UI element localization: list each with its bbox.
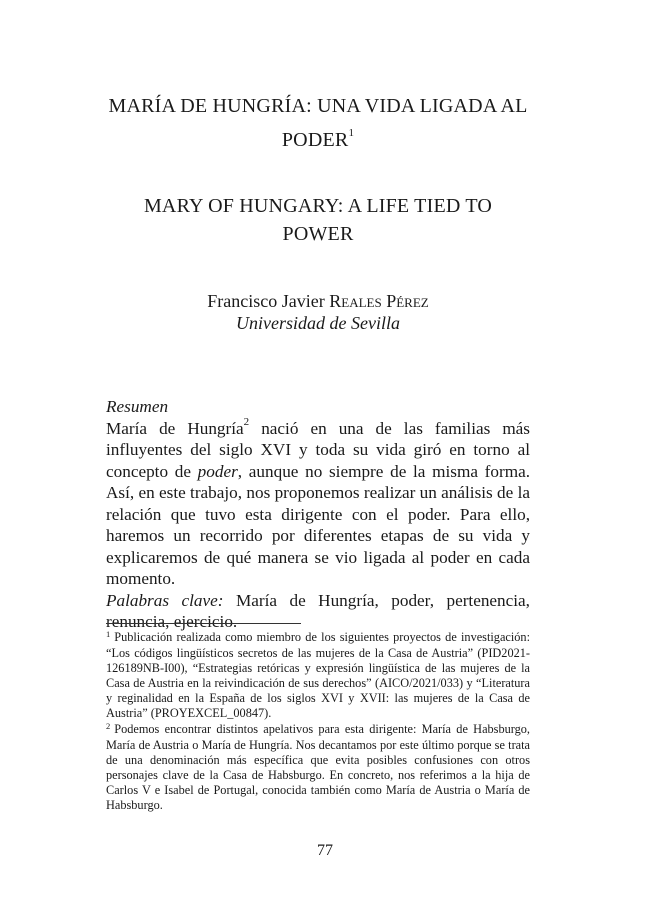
abstract bbox=[106, 396, 530, 633]
title-line-1: MARÍA DE HUNGRÍA: UNA VIDA LIGADA AL bbox=[108, 95, 528, 117]
footnote-1-text: Publicación realizada como miembro de los siguientes proyectos de investigación: “Los códigos lingüísticos secretos de las mujeres de la Casa de Austria” (PID2021-126189NB-I00), “Estrategias retóricas y expresión lingüística de las mujeres de la Casa de Austria en la reivindicación de sus derechos” (AICO/2021/033) y “Literatura y reginalidad en la España de los siglos XVI y XVII: las mujeres de la Casa de Austria” (PROYEXCEL_00847). bbox=[106, 630, 530, 721]
keywords bbox=[106, 590, 530, 633]
abstract-subject: María de Hungría bbox=[106, 418, 244, 438]
author-affiliation: Universidad de Sevilla bbox=[236, 313, 400, 333]
page-number: 77 bbox=[317, 842, 333, 859]
abstract-text-2: , aunque no siempre de la misma forma. Así, en este trabajo, nos proponemos realizar un análisis de la relación que tuvo esta dirigente con el poder. Para ello, haremos un recorrido por diferentes etapas de su vida y explicaremos de qué manera se vio ligada al poder en cada momento. bbox=[106, 461, 530, 588]
abstract-footnote-ref[interactable]: 2 bbox=[243, 415, 250, 428]
abstract-body bbox=[106, 415, 530, 590]
abstract-heading: Resumen bbox=[106, 397, 169, 416]
footnote-1 bbox=[106, 630, 530, 722]
title-line-2 bbox=[106, 126, 530, 154]
footnote-2-text: Podemos encontrar distintos apelativos para esta dirigente: María de Habsburgo, María de Austria o María de Hungría. Nos decantamos por este último porque se trata de una denominación más específica que evita posibles confusiones con otros personajes clave de la Casa de Habsburgo. En concreto, nos referimos a la hija de Carlos V e Isabel de Portugal, conocida también como María de Austria o María de Habsburgo. bbox=[106, 721, 530, 813]
title-line-2-text: PODER bbox=[281, 129, 349, 151]
author-surname: Reales Pérez bbox=[329, 291, 429, 311]
footnote-2-number: 2 bbox=[106, 720, 111, 731]
author-given-names: Francisco Javier bbox=[207, 291, 325, 311]
footnotes bbox=[106, 630, 530, 813]
keywords-list: María de Hungría, poder, pertenencia, renuncia, ejercicio. bbox=[106, 590, 530, 631]
footnote-2 bbox=[106, 722, 530, 814]
footnote-1-number: 1 bbox=[106, 629, 111, 639]
author-name bbox=[106, 290, 530, 312]
english-title: MARY OF HUNGARY: A LIFE TIED TO POWER bbox=[143, 195, 493, 245]
keywords-label: Palabras clave: bbox=[106, 590, 224, 610]
title-footnote-ref[interactable]: 1 bbox=[348, 127, 355, 140]
abstract-text-1: nació en una de las familias más influyentes del siglo XVI y toda su vida giró en torno al concepto de bbox=[106, 418, 530, 481]
abstract-emphasis: poder bbox=[197, 461, 238, 481]
footnote-divider bbox=[106, 623, 301, 624]
author-block bbox=[106, 290, 530, 334]
